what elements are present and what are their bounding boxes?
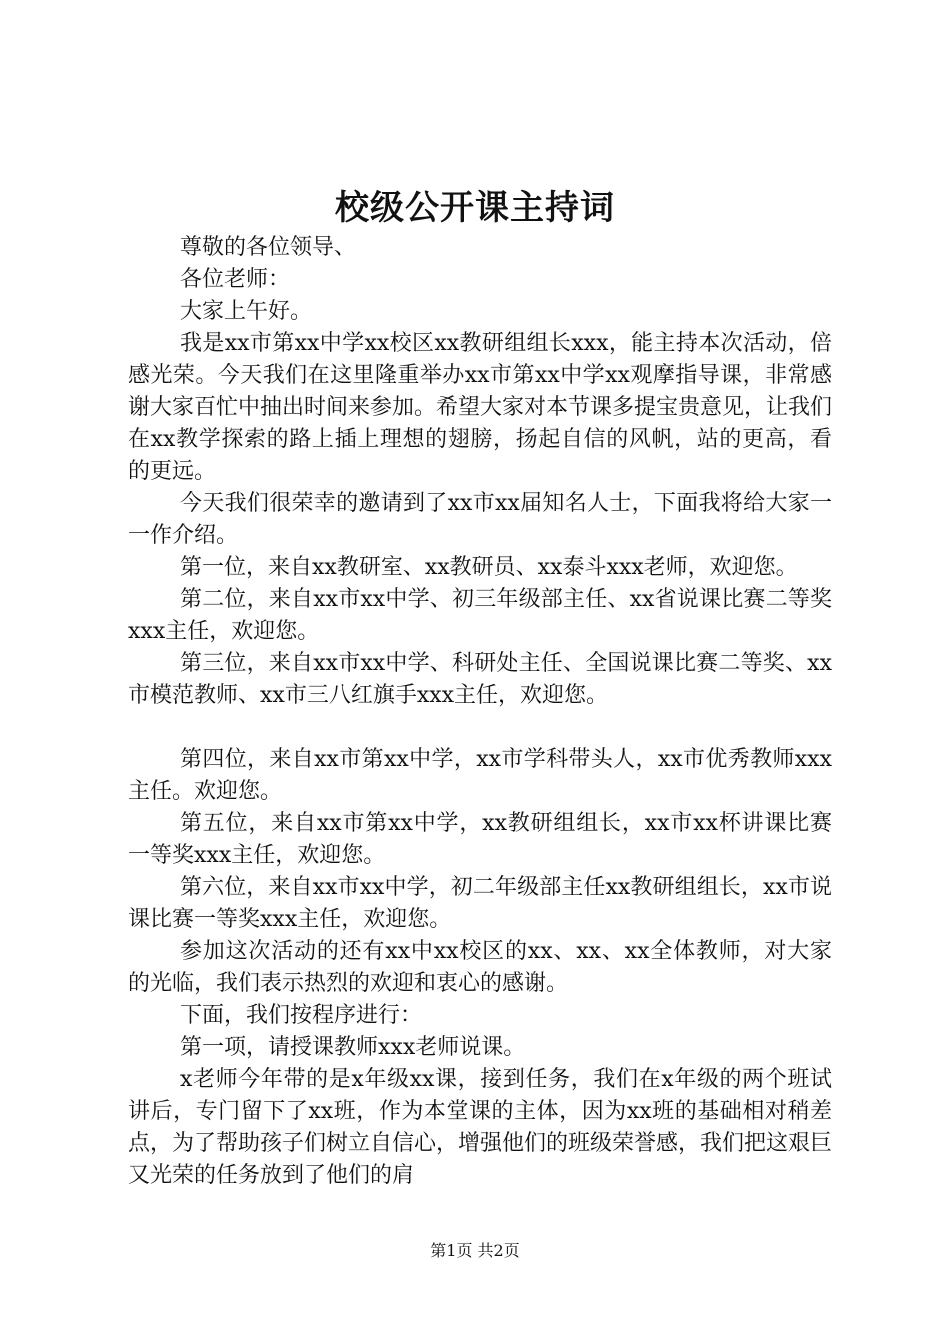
paragraph: 第三位，来自xx市xx中学、科研处主任、全国说课比赛二等奖、xx市模范教师、xx市三八红旗手xxx主任，欢迎您。 — [128, 651, 832, 708]
paragraph: 第二位，来自xx市xx中学、初三年级部主任、xx省说课比赛二等奖xxx主任，欢迎您。 — [128, 587, 832, 644]
document-body — [128, 232, 832, 1192]
paragraph: 我是xx市第xx中学xx校区xx教研组组长xxx，能主持本次活动，倍感光荣。今天我们在这里隆重举办xx市第xx中学xx观摩指导课，非常感谢大家百忙中抽出时间来参加。希望大家对本节课多提宝贵意见，让我们在xx教学探索的路上插上理想的翅膀，扬起自信的风帆，站的更高，看的更远。 — [128, 331, 833, 484]
page-number-footer: 第1页 共2页 — [430, 1241, 520, 1260]
paragraph: 第五位，来自xx市第xx中学，xx教研组组长，xx市xx杯讲课比赛一等奖xxx主任，欢迎您。 — [128, 811, 832, 868]
paragraph: 第六位，来自xx市xx中学，初二年级部主任xx教研组组长，xx市说课比赛一等奖xxx主任，欢迎您。 — [128, 875, 832, 932]
paragraph: 尊敬的各位领导、 — [180, 235, 357, 260]
paragraph: 第一位，来自xx教研室、xx教研员、xx泰斗xxx老师，欢迎您。 — [180, 555, 798, 580]
paragraph: 第四位，来自xx市第xx中学，xx市学科带头人，xx市优秀教师xxx主任。欢迎您。 — [128, 747, 832, 804]
paragraph: x老师今年带的是x年级xx课，接到任务，我们在x年级的两个班试讲后，专门留下了xx班，作为本堂课的主体，因为xx班的基础相对稍差点，为了帮助孩子们树立自信心，增强他们的班级荣誉感，我们把这艰巨又光荣的任务放到了他们的肩 — [128, 1067, 833, 1188]
document-title: 校级公开课主持词 — [335, 188, 615, 228]
paragraph: 各位老师： — [180, 267, 291, 292]
paragraph: 参加这次活动的还有xx中xx校区的xx、xx、xx全体教师，对大家的光临，我们表示热烈的欢迎和衷心的感谢。 — [128, 939, 832, 996]
paragraph: 下面，我们按程序进行： — [180, 1003, 423, 1028]
paragraph: 大家上午好。 — [180, 299, 313, 324]
paragraph: 第一项，请授课教师xxx老师说课。 — [180, 1035, 526, 1060]
paragraph: 今天我们很荣幸的邀请到了xx市xx届知名人士，下面我将给大家一一作介绍。 — [128, 491, 832, 548]
